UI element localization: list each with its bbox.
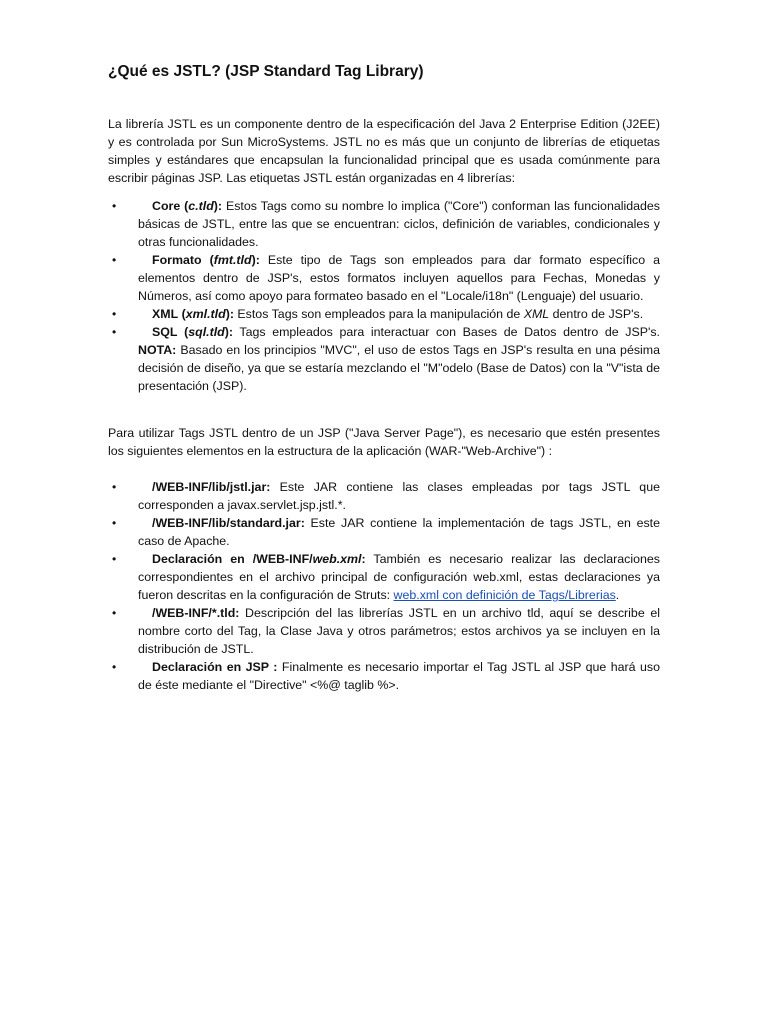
library-description-pre: Estos Tags son empleados para la manipulación de xyxy=(237,307,524,321)
bullet-icon: • xyxy=(112,516,117,530)
element-description: Este JAR contiene la implementación de tags JSTL, en este caso de Apache. xyxy=(138,516,660,548)
library-file: xml.tld xyxy=(185,307,226,321)
bullet-icon: • xyxy=(112,480,117,494)
library-file: c.tld xyxy=(188,199,214,213)
note-label: NOTA: xyxy=(138,343,177,357)
bullet-icon: • xyxy=(112,199,117,213)
element-description: Este JAR contiene las clases empleadas por tags JSTL que corresponden a javax.servlet.jsp.jstl.*. xyxy=(138,480,660,512)
list-item xyxy=(108,478,660,514)
note-text: Basado en los principios "MVC", el uso de estos Tags en JSP's resulta en una pésima decisión de diseño, ya que se estaría mezclando el "M"odelo (Base de Datos) con la "V"ista de presentación (JSP). xyxy=(138,343,660,393)
element-label: Declaración en JSP : xyxy=(152,660,278,674)
list-item: • Core (c.tld): Estos Tags como su nombre lo implica ("Core") conforman las funcionalidades básicas de JSTL, entre las que se encuentran: ciclos, definición de variables, condicionales y otras funcionalidades. xyxy=(112,199,661,249)
element-label: /WEB-INF/lib/jstl.jar: xyxy=(152,480,271,494)
element-label: /WEB-INF/*.tld: xyxy=(152,606,240,620)
list-item: • SQL (sql.tld): Tags empleados para interactuar con Bases de Datos dentro de JSP's. NOTA: Basado en los principios "MVC", el uso de estos Tags en JSP's resulta en una pésima decisión de diseño, ya que se estaría mezclando el "M"odelo (Base de Datos) con la "V"ista de presentación (JSP). xyxy=(112,325,660,393)
list-item xyxy=(108,514,660,550)
list-item xyxy=(108,658,660,694)
bullet-icon: • xyxy=(112,253,117,267)
bullet-icon: • xyxy=(112,660,117,674)
library-description-em: XML xyxy=(523,307,550,321)
element-tail: . xyxy=(615,588,620,602)
library-file: fmt.tld xyxy=(213,253,252,267)
libraries-list xyxy=(108,197,660,395)
list-item: • Formato (fmt.tld): Este tipo de Tags son empleados para dar formato específico a elementos dentro de JSP's, estos formatos incluyen aquellos para Fechas, Monedas y Números, así como apoyo para formateo basado en el "Locale/i18n" (Lenguaje) del usuario. xyxy=(112,253,660,303)
bullet-icon: • xyxy=(112,307,117,321)
elements-list xyxy=(108,478,660,694)
library-description: Tags empleados para interactuar con Bases de Datos dentro de JSP's. xyxy=(239,325,660,339)
list-item xyxy=(108,550,660,604)
page-title: ¿Qué es JSTL? (JSP Standard Tag Library) xyxy=(108,63,424,80)
element-label: /WEB-INF/lib/standard.jar: xyxy=(152,516,305,530)
library-name: Formato xyxy=(152,253,202,267)
library-file: sql.tld xyxy=(188,325,225,339)
intro-paragraph: La librería JSTL es un componente dentro de la especificación del Java 2 Enterprise Edition (J2EE) y es controlada por Sun MicroSystems. JSTL no es más que un conjunto de librerías de etiquetas simples y estándares que encapsulan la funcionalidad principal que es usada comúnmente para escribir páginas JSP. Las etiquetas JSTL están organizadas en 4 librerías: xyxy=(108,117,660,185)
element-description: Descripción del las librerías JSTL en un archivo tld, aquí se describe el nombre corto del Tag, la Clase Java y otros parámetros; estos archivos ya se incluyen en la distribución de JSTL. xyxy=(138,606,660,656)
bullet-icon: • xyxy=(112,325,117,339)
library-description-post: dentro de JSP's. xyxy=(549,307,644,321)
library-description: Este tipo de Tags son empleados para dar formato específico a elementos dentro de JSP's, estos formatos incluyen aquellos para Fechas, Monedas y Números, así como apoyo para formateo basado en el "Locale/i18n" (Lenguaje) del usuario. xyxy=(138,253,660,303)
bullet-icon: • xyxy=(112,606,117,620)
library-name: Core xyxy=(152,199,181,213)
library-name: SQL xyxy=(152,325,178,339)
element-description: Finalmente es necesario importar el Tag JSTL al JSP que hará uso de éste mediante el "Directive" <%@ taglib %>. xyxy=(138,660,660,692)
list-item: • XML (xml.tld): Estos Tags son empleados para la manipulación de XML dentro de JSP's. xyxy=(112,307,644,321)
library-name: XML xyxy=(152,307,179,321)
requirements-paragraph: Para utilizar Tags JSTL dentro de un JSP ("Java Server Page"), es necesario que estén presentes los siguientes elementos en la estructura de la aplicación (WAR-"Web-Archive") : xyxy=(108,426,660,458)
list-item xyxy=(108,604,660,658)
struts-config-link[interactable]: web.xml con definición de Tags/Librerias xyxy=(393,588,616,602)
element-description: También es necesario realizar las declaraciones correspondientes en el archivo principal de configuración web.xml, estas declaraciones ya fueron descritas en la configuración de Struts: xyxy=(138,552,660,602)
library-description: Estos Tags como su nombre lo implica ("Core") conforman las funcionalidades básicas de JSTL, entre las que se encuentran: ciclos, definición de variables, condicionales y otras funcionalidades. xyxy=(138,199,661,249)
bullet-icon: • xyxy=(112,552,117,566)
element-label: Declaración en /WEB-INF/web.xml: xyxy=(152,552,366,566)
